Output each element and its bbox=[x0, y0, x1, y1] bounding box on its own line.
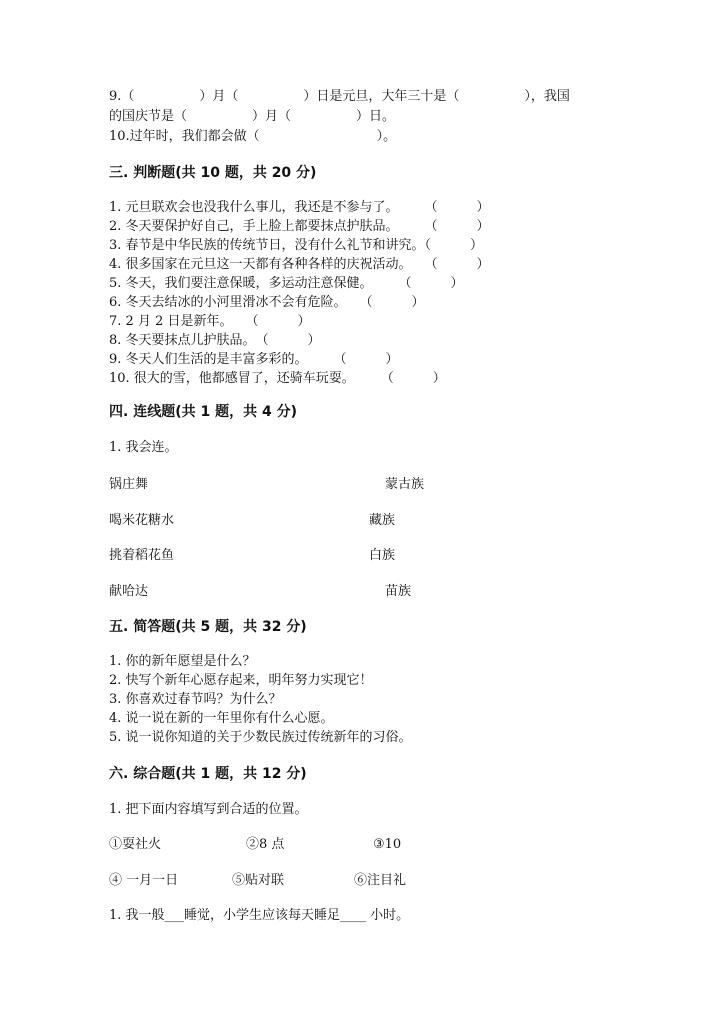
matching-left-item: 挑着稻花鱼 bbox=[109, 548, 175, 563]
matching-left-item: 喝米花糖水 bbox=[109, 513, 175, 528]
fill-q10: 10.过年时，我们都会做（ ）。 bbox=[109, 129, 397, 144]
matching-right-item: 苗族 bbox=[385, 584, 412, 599]
section-comprehensive-heading: 六. 综合题(共 1 题，共 12 分) bbox=[109, 766, 307, 782]
fill-q9-line2: 的国庆节是（ ）月（ ）日。 bbox=[109, 109, 396, 124]
short-answer-item: 5. 说一说你知道的关于少数民族过传统新年的习俗。 bbox=[109, 730, 412, 745]
short-answer-item: 2. 快写个新年心愿存起来，明年努力实现它！ bbox=[109, 673, 373, 688]
judgment-item: 9. 冬天人们生活的是丰富多彩的。 （ ） bbox=[109, 352, 399, 367]
matching-right-item: 白族 bbox=[369, 548, 396, 563]
judgment-item: 2. 冬天要保护好自己，手上脸上都要抹点护肤品。 （ ） bbox=[109, 219, 490, 234]
judgment-item: 1. 元旦联欢会也没我什么事儿，我还是不参与了。 （ ） bbox=[109, 200, 490, 215]
option-item: ①耍社火 bbox=[109, 837, 162, 852]
matching-question: 1. 我会连。 bbox=[109, 440, 178, 455]
judgment-item: 6. 冬天去结冰的小河里滑冰不会有危险。 （ ） bbox=[109, 295, 425, 310]
section-judgment-heading: 三. 判断题(共 10 题，共 20 分) bbox=[109, 165, 317, 181]
matching-right-item: 蒙古族 bbox=[385, 477, 425, 492]
judgment-item: 4. 很多国家在元旦这一天都有各种各样的庆祝活动。 （ ） bbox=[109, 257, 490, 272]
judgment-item: 7. 2 月 2 日是新年。 （ ） bbox=[109, 314, 311, 329]
judgment-item: 10. 很大的雪，他都感冒了，还骑车玩耍。 （ ） bbox=[109, 371, 446, 386]
fill-q9-line1: 9.（ ）月（ ）日是元旦，大年三十是（ ），我国 bbox=[109, 89, 570, 104]
option-item: ③10 bbox=[373, 837, 402, 852]
matching-left-item: 献哈达 bbox=[109, 584, 149, 599]
section-short-answer-heading: 五. 简答题(共 5 题，共 32 分) bbox=[109, 619, 307, 635]
short-answer-item: 4. 说一说在新的一年里你有什么心愿。 bbox=[109, 711, 334, 726]
option-item: ②8 点 bbox=[246, 837, 285, 852]
short-answer-item: 1. 你的新年愿望是什么？ bbox=[109, 654, 256, 669]
matching-left-item: 锅庄舞 bbox=[109, 477, 149, 492]
comprehensive-fill-line: 1. 我一般___睡觉，小学生应该每天睡足____ 小时。 bbox=[109, 908, 410, 923]
section-matching-heading: 四. 连线题(共 1 题，共 4 分) bbox=[109, 404, 297, 420]
judgment-item: 3. 春节是中华民族的传统节日，没有什么礼节和讲究。（ ） bbox=[109, 238, 484, 253]
option-item: ④ 一月一日 bbox=[109, 873, 179, 888]
short-answer-item: 3. 你喜欢过春节吗？为什么？ bbox=[109, 692, 282, 707]
matching-right-item: 藏族 bbox=[369, 513, 396, 528]
option-item: ⑤贴对联 bbox=[232, 873, 285, 888]
option-item: ⑥注目礼 bbox=[354, 873, 407, 888]
judgment-item: 5. 冬天，我们要注意保暖，多运动注意保健。 （ ） bbox=[109, 276, 464, 291]
comprehensive-question: 1. 把下面内容填写到合适的位置。 bbox=[109, 802, 308, 817]
judgment-item: 8. 冬天要抹点儿护肤品。 （ ） bbox=[109, 333, 321, 348]
